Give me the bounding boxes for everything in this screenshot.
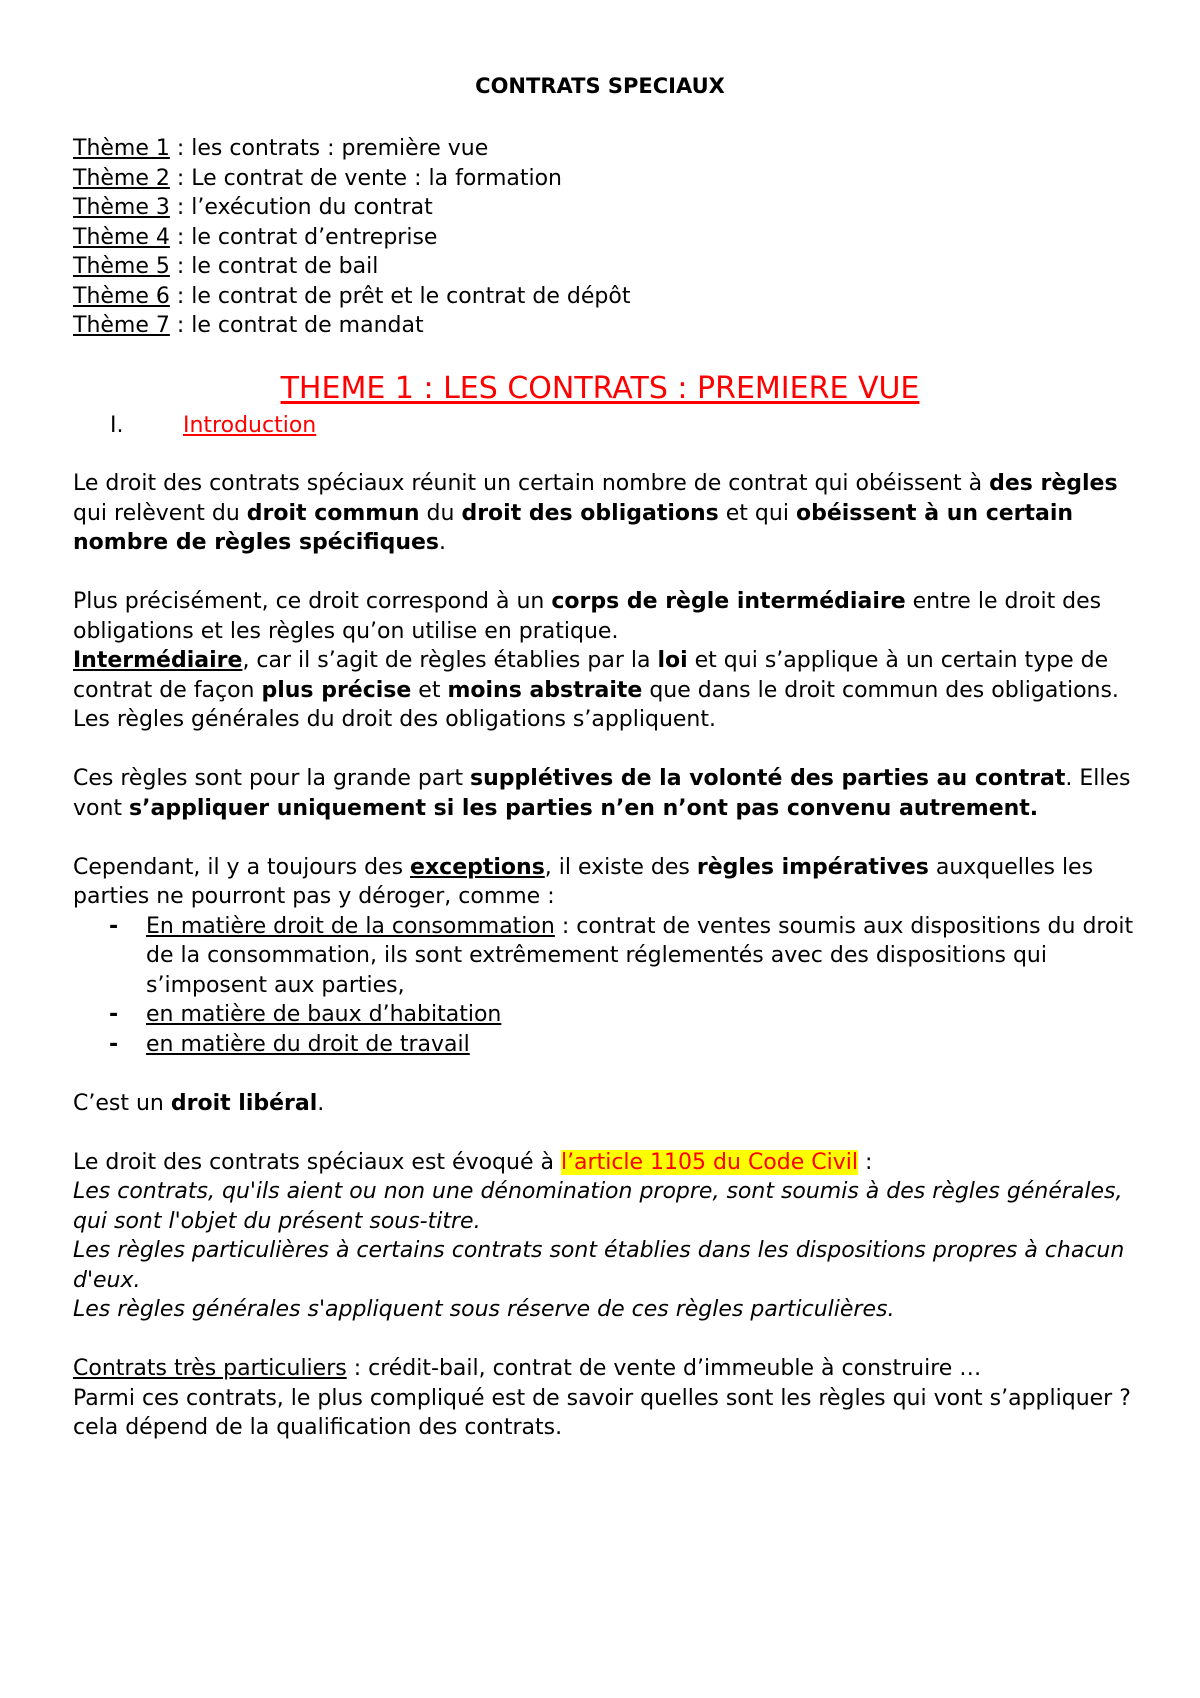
toc-item-4 bbox=[73, 223, 630, 253]
toc-text: : le contrat d’entreprise bbox=[169, 224, 438, 250]
underlined-run: en matière de baux d’habitation bbox=[146, 1002, 502, 1027]
toc-text: : les contrats : première vue bbox=[169, 136, 489, 161]
bold-run: supplétives de la volonté des parties au contrat bbox=[470, 766, 1066, 791]
dash-bullet: - bbox=[109, 1031, 119, 1057]
paragraph-gap bbox=[73, 1059, 1143, 1089]
toc-item-5 bbox=[73, 252, 630, 282]
text-run: : crédit-bail, contrat de vente d’immeuble à construire … bbox=[346, 1356, 982, 1381]
text-run: qui relèvent du bbox=[73, 500, 247, 526]
dash-bullet: - bbox=[109, 1002, 119, 1027]
toc-text: : le contrat de bail bbox=[169, 254, 379, 279]
bold-run: corps de règle intermédiaire bbox=[551, 589, 906, 614]
text-run: du bbox=[419, 500, 462, 526]
toc-item-1 bbox=[73, 134, 630, 164]
text-run: . bbox=[317, 1090, 325, 1116]
document-title: CONTRATS SPECIAUX bbox=[475, 74, 725, 98]
text-run: auxquelles les parties ne pourront pas y déroger, comme : bbox=[73, 854, 1094, 909]
toc-item-6 bbox=[73, 282, 630, 312]
paragraph-5 bbox=[73, 853, 1143, 912]
toc-label: Thème 1 bbox=[73, 136, 170, 161]
text-run: C’est un bbox=[73, 1090, 171, 1116]
text-run: que dans le droit commun des obligations. Les règles générales du droit des obligations s’appliquent. bbox=[73, 677, 1119, 732]
toc-item-3 bbox=[73, 193, 630, 223]
toc-label: Thème 6 bbox=[73, 283, 170, 309]
bold-run: des règles bbox=[989, 471, 1118, 496]
paragraph-6 bbox=[73, 1089, 1143, 1119]
paragraph-gap bbox=[73, 1325, 1143, 1355]
toc-label: Thème 3 bbox=[73, 195, 170, 220]
highlighted-article-reference: l’article 1105 du Code Civil bbox=[560, 1149, 858, 1175]
quote-line-2: Les règles particulières à certains contrats sont établies dans les dispositions propres à chacun d'eux. bbox=[73, 1238, 1125, 1293]
text-run: . bbox=[439, 530, 447, 555]
paragraph-1 bbox=[73, 469, 1143, 558]
text-run: Le droit des contrats spéciaux réunit un certain nombre de contrat qui obéissent à bbox=[73, 471, 990, 496]
section-number: I. bbox=[110, 413, 124, 438]
paragraph-7 bbox=[73, 1148, 1143, 1178]
bold-run: droit des obligations bbox=[461, 500, 719, 526]
underlined-run: En matière droit de la consommation bbox=[146, 913, 555, 939]
paragraph-2 bbox=[73, 587, 1143, 646]
toc-item-7 bbox=[73, 311, 630, 341]
exceptions-list bbox=[73, 912, 1143, 1060]
paragraph-gap bbox=[73, 558, 1143, 588]
text-run: et qui s’applique à un certain type de contrat de façon bbox=[73, 648, 1109, 703]
bold-underlined-run: Intermédiaire bbox=[73, 648, 243, 673]
text-run: : bbox=[857, 1149, 873, 1175]
text-run: Cependant, il y a toujours des bbox=[73, 854, 411, 880]
text-run: . Elles vont bbox=[73, 766, 1131, 821]
theme-heading: THEME 1 : LES CONTRATS : PREMIERE VUE bbox=[280, 371, 920, 406]
list-item bbox=[73, 912, 1143, 1001]
quote-line-1: Les contrats, qu'ils aient ou non une dénomination propre, sont soumis à des règles générales, qui sont l'objet du présent sous-titre. bbox=[73, 1179, 1123, 1234]
toc-text: : le contrat de prêt et le contrat de dépôt bbox=[169, 283, 631, 309]
toc-text: : Le contrat de vente : la formation bbox=[169, 165, 562, 191]
text-run: Le droit des contrats spéciaux est évoqué à bbox=[73, 1149, 561, 1175]
list-item bbox=[73, 1030, 1143, 1060]
bold-run: moins abstraite bbox=[447, 677, 643, 703]
paragraph-3 bbox=[73, 646, 1143, 735]
underlined-run: Contrats très particuliers bbox=[73, 1356, 347, 1381]
table-of-contents bbox=[73, 134, 630, 341]
paragraph-4 bbox=[73, 764, 1143, 823]
paragraph-8 bbox=[73, 1354, 1143, 1384]
section-title: Introduction bbox=[183, 413, 317, 438]
underlined-run: en matière du droit de travail bbox=[146, 1031, 470, 1057]
text-run: Plus précisément, ce droit correspond à un bbox=[73, 589, 552, 614]
text-run: : contrat de ventes soumis aux dispositions du droit de la consommation, ils sont extrêmement réglementés avec des dispositions qui s’imposent aux parties, bbox=[146, 913, 1134, 998]
toc-label: Thème 4 bbox=[73, 224, 170, 250]
text-run: entre le droit des obligations et les règles qu’on utilise en pratique. bbox=[73, 589, 1102, 644]
text-run: Ces règles sont pour la grande part bbox=[73, 766, 471, 791]
bold-underlined-run: exceptions bbox=[410, 854, 545, 880]
bold-run: droit commun bbox=[246, 500, 420, 526]
section-heading bbox=[110, 411, 316, 441]
list-item bbox=[73, 1000, 1143, 1030]
text-run: et bbox=[411, 677, 448, 703]
bold-run: obéissent à un certain nombre de règles spécifiques bbox=[73, 500, 1074, 555]
toc-text: : le contrat de mandat bbox=[169, 313, 424, 338]
toc-text: : l’exécution du contrat bbox=[169, 195, 433, 220]
text-run: , il existe des bbox=[544, 854, 697, 880]
paragraph-gap bbox=[73, 1118, 1143, 1148]
text-run: et qui bbox=[718, 500, 796, 526]
toc-label: Thème 2 bbox=[73, 165, 170, 191]
paragraph-gap bbox=[73, 735, 1143, 765]
bold-run: règles impératives bbox=[696, 854, 929, 880]
bold-run: s’appliquer uniquement si les parties n’en n’ont pas convenu autrement. bbox=[129, 795, 1039, 821]
bold-run: loi bbox=[657, 648, 688, 673]
text-run: , car il s’agit de règles établies par la bbox=[242, 648, 658, 673]
paragraph-9: Parmi ces contrats, le plus compliqué est de savoir quelles sont les règles qui vont s’appliquer ? cela dépend de la qualification des contrats. bbox=[73, 1385, 1131, 1440]
toc-label: Thème 5 bbox=[73, 254, 170, 279]
bold-run: plus précise bbox=[261, 677, 412, 703]
toc-label: Thème 7 bbox=[73, 313, 170, 338]
toc-item-2 bbox=[73, 164, 630, 194]
paragraph-gap bbox=[73, 823, 1143, 853]
quote-line-3: Les règles générales s'appliquent sous réserve de ces règles particulières. bbox=[73, 1297, 895, 1322]
document-body bbox=[73, 469, 1143, 1443]
dash-bullet: - bbox=[109, 913, 119, 939]
bold-run: droit libéral bbox=[170, 1090, 318, 1116]
